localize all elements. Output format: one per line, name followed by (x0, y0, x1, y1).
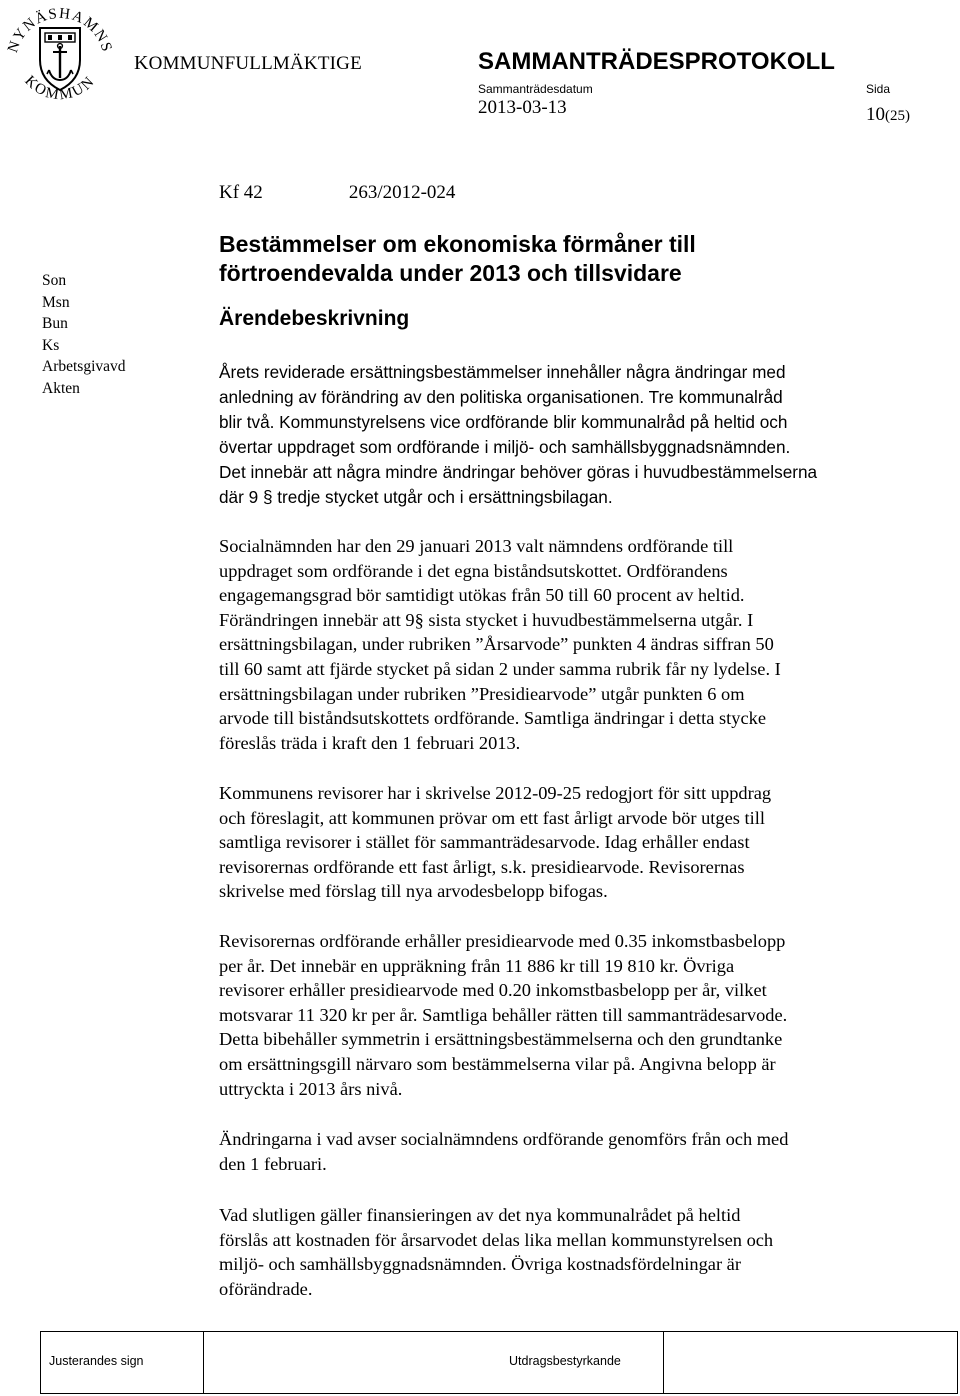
distribution-item: Arbetsgivavd (42, 358, 126, 375)
paragraph-1 (219, 360, 919, 510)
footer-divider (203, 1332, 204, 1393)
text-line: övertar uppdraget som ordförande i miljö- och samhällsbyggnadsnämnden. (219, 437, 791, 457)
text-line: Kommunens revisorer har i skrivelse 2012-09-25 redogjort för sitt uppdrag (219, 783, 772, 803)
text-line: ersättningsbilagan, under rubriken ”Årsarvode” punkten 4 ändras siffran 50 (219, 634, 774, 655)
text-line: Revisorernas ordförande erhåller presidiearvode med 0.35 inkomstbasbelopp (219, 931, 786, 951)
text-line: Socialnämnden har den 29 januari 2013 valt nämndens ordförande till (219, 536, 734, 556)
text-line: arvode till biståndsutskottets ordförande. Samtliga ändringar i detta stycke (219, 708, 766, 729)
paragraph-5 (219, 1127, 919, 1176)
case-title-line: Bestämmelser om ekonomiska förmåner till (219, 231, 696, 257)
text-line: skrivelse med förslag till nya arvodesbelopp bifogas. (219, 881, 608, 902)
text-line: miljö- och samhällsbyggnadsnämnden. Övriga kostnadsfördelningar är (219, 1254, 741, 1275)
distribution-item: Ks (42, 336, 60, 354)
text-line: Ändringarna i vad avser socialnämndens ordförande genomförs från och med (219, 1129, 789, 1149)
justerandes-sign-label: Justerandes sign (49, 1354, 144, 1368)
text-line: uppdraget som ordförande i det egna biståndsutskottet. Ordförandens (219, 560, 728, 581)
document-type: SAMMANTRÄDESPROTOKOLL (478, 48, 835, 75)
text-line: oförändrade. (219, 1278, 313, 1299)
text-line: engagemangsgrad bör samtidigt utökas från 50 till 60 procent av heltid. (219, 585, 745, 606)
distribution-item: Bun (42, 315, 68, 332)
case-title-line: förtroendevalda under 2013 och tillsvidare (219, 260, 682, 286)
svg-text:KOMMUN: KOMMUN (21, 72, 99, 104)
text-line: anledning av förändring av den politiska organisationen. Tre kommunalråd (219, 387, 783, 407)
paragraph-4 (219, 929, 919, 1101)
text-line: den 1 februari. (219, 1153, 327, 1174)
section-heading: Ärendebeskrivning (219, 307, 410, 330)
page-label: Sida (866, 82, 891, 96)
paragraph-number: Kf 42 (219, 182, 263, 203)
footer-divider (663, 1332, 664, 1393)
text-line: Detta bibehåller symmetrin i ersättningsbestämmelserna och den grundtanke (219, 1029, 783, 1050)
text-line: uttryckta i 2013 års nivå. (219, 1078, 403, 1099)
text-line: motsvarar 11 320 kr per år. Samtliga behåller rätten till sammanträdesarvode. (219, 1004, 788, 1025)
svg-text:NYNÄSHAMNS: NYNÄSHAMNS (5, 5, 115, 55)
text-line: revisorer erhåller presidiearvode med 0.20 inkomstbasbelopp per år, vilket (219, 980, 767, 1001)
text-line: om ersättningsgill närvaro som bestämmelserna vilar på. Angivna belopp är (219, 1053, 776, 1074)
text-line: blir två. Kommunstyrelsens vice ordförande blir kommunalråd på heltid och (219, 412, 788, 432)
text-line: där 9 § tredje stycket utgår och i ersättningsbilagan. (219, 487, 613, 507)
case-title (219, 230, 939, 288)
municipality-seal-logo (4, 2, 116, 114)
date-label: Sammanträdesdatum (478, 82, 593, 96)
diarienummer: 263/2012-024 (348, 182, 456, 203)
text-line: till 60 samt att fjärde stycket på sidan 2 under samma rubrik får ny lydelse. I (219, 658, 781, 679)
text-line: och föreslagit, att kommunen prövar om ett fast årligt arvode bör utges till (219, 807, 765, 828)
paragraph-6 (219, 1203, 919, 1301)
text-line: revisorernas ordförande ett fast årligt, s.k. presidiearvode. Revisorernas (219, 856, 745, 877)
paragraph-3 (219, 781, 919, 904)
paragraph-2 (219, 534, 919, 755)
distribution-list (42, 270, 126, 399)
text-line: Vad slutligen gäller finansieringen av det nya kommunalrådet på heltid (219, 1205, 741, 1225)
utdragsbestyrkande-label: Utdragsbestyrkande (509, 1354, 621, 1368)
text-line: Det innebär att några mindre ändringar behöver göras i huvudbestämmelserna (219, 462, 818, 482)
text-line: förslås att kostnaden för årsarvodet delas lika mellan kommunstyrelsen och (219, 1229, 774, 1250)
text-line: Förändringen innebär att 9§ sista stycket i huvudbestämmelserna utgår. I (219, 609, 754, 630)
text-line: föreslås träda i kraft den 1 februari 2013. (219, 732, 521, 753)
distribution-item: Akten (42, 379, 80, 397)
signature-footer (40, 1331, 958, 1394)
organization-name: KOMMUNFULLMÄKTIGE (134, 52, 362, 74)
distribution-item: Son (42, 272, 67, 289)
text-line: Årets reviderade ersättningsbestämmelser innehåller några ändringar med (219, 362, 786, 382)
text-line: ersättningsbilagan under rubriken ”Presidiearvode” utgår punkten 6 om (219, 683, 745, 704)
meeting-date: 2013-03-13 (478, 97, 567, 118)
distribution-item: Msn (42, 293, 70, 311)
case-reference (219, 182, 455, 204)
page-number: 10(25) (866, 104, 910, 125)
text-line: per år. Det innebär en uppräkning från 11 886 kr till 19 810 kr. Övriga (219, 955, 735, 976)
text-line: samtliga revisorer i stället för sammanträdesarvode. Idag erhåller endast (219, 832, 750, 853)
